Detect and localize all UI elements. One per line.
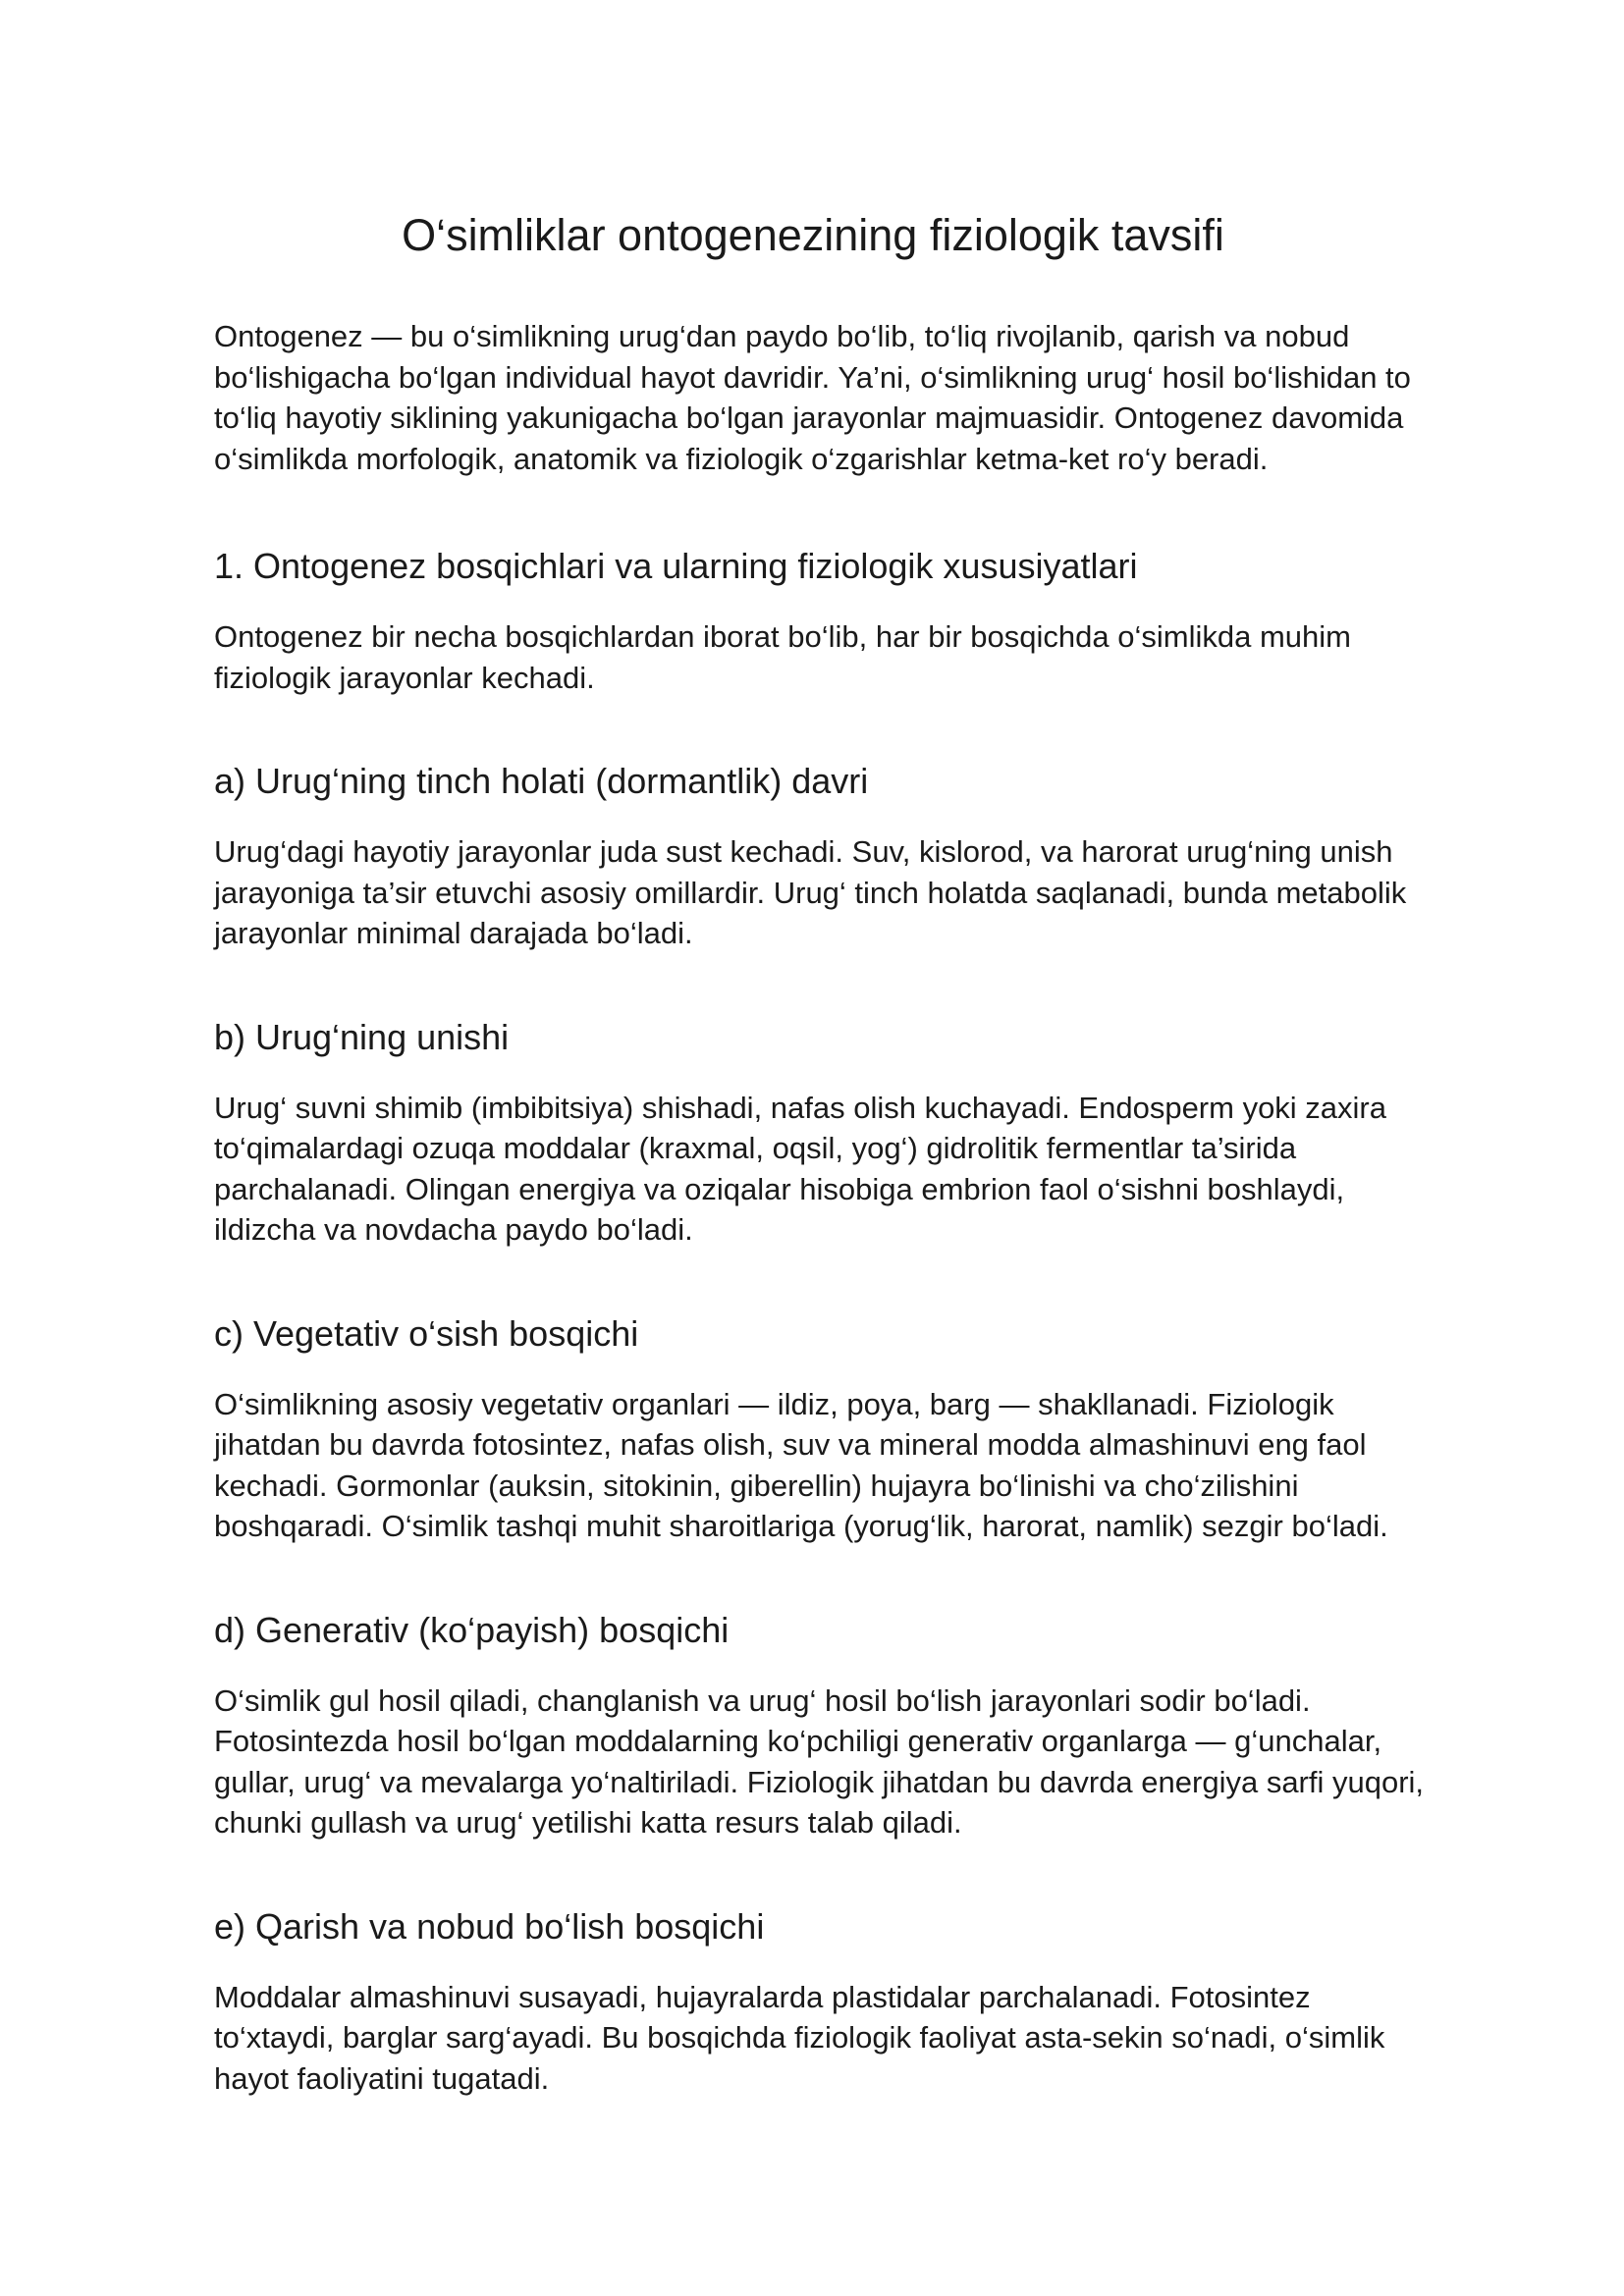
stage-paragraph-d: O‘simlik gul hosil qiladi, changlanish va urug‘ hosil bo‘lish jarayonlari sodir bo‘ladi. Fotosintezda hosil bo‘lgan moddalarning ko‘pchiligi generativ organlarga — g‘unchalar, gullar, urug‘ va mevalarga yo‘naltiriladi. Fiziologik jihatdan bu davrda energiya sarfi yuqori, chunki gullash va urug‘ yetilishi katta resurs talab qiladi. <box>214 1682 1425 1840</box>
stage-heading-e: e) Qarish va nobud bo‘lish bosqichi <box>214 1905 765 1947</box>
document-page <box>214 206 1432 2099</box>
stage-paragraph-a: Urug‘dagi hayotiy jarayonlar juda sust kechadi. Suv, kislorod, va harorat urug‘ning unish jarayoniga ta’sir etuvchi asosiy omillardir. Urug‘ tinch holatda saqlanadi, bunda metabolik jarayonlar minimal darajada bo‘ladi. <box>214 834 1407 950</box>
intro-paragraph: Ontogenez — bu o‘simlikning urug‘dan paydo bo‘lib, to‘liq rivojlanib, qarish va nobud bo‘lishigacha bo‘lgan individual hayot davridir. Ya’ni, o‘simlikning urug‘ hosil bo‘lishidan to to‘liq hayotiy siklining yakunigacha bo‘lgan jarayonlar majmuasidir. Ontogenez davomida o‘simlikda morfologik, anatomik va fiziologik o‘zgarishlar ketma-ket ro‘y beradi. <box>214 319 1411 476</box>
stage-heading-a: a) Urug‘ning tinch holati (dormantlik) davri <box>214 761 869 801</box>
stage-heading-b: b) Urug‘ning unishi <box>214 1016 510 1057</box>
section-heading-1: 1. Ontogenez bosqichlari va ularning fiziologik xususiyatlari <box>214 546 1138 586</box>
section-paragraph-1: Ontogenez bir necha bosqichlardan iborat bo‘lib, har bir bosqichda o‘simlikda muhim fiziologik jarayonlar kechadi. <box>214 619 1351 695</box>
stage-heading-d: d) Generativ (ko‘payish) bosqichi <box>214 1609 730 1650</box>
stage-paragraph-e: Moddalar almashinuvi susayadi, hujayralarda plastidalar parchalanadi. Fotosintez to‘xtaydi, barglar sarg‘ayadi. Bu bosqichda fiziologik faoliyat asta-sekin so‘nadi, o‘simlik hayot faoliyatini tugatadi. <box>214 1979 1385 2096</box>
stage-paragraph-c: O‘simlikning asosiy vegetativ organlari — ildiz, poya, barg — shakllanadi. Fiziologik jihatdan bu davrda fotosintez, nafas olish, suv va mineral modda almashinuvi eng faol kechadi. Gormonlar (auksin, sitokinin, giberellin) hujayra bo‘linishi va cho‘zilishini boshqaradi. O‘simlik tashqi muhit sharoitlariga (yorug‘lik, harorat, namlik) sezgir bo‘ladi. <box>214 1386 1388 1543</box>
stage-heading-c: c) Vegetativ o‘sish bosqichi <box>214 1312 639 1354</box>
document-title: O‘simliklar ontogenezining fiziologik tavsifi <box>402 210 1224 260</box>
stage-paragraph-b: Urug‘ suvni shimib (imbibitsiya) shishadi, nafas olish kuchayadi. Endosperm yoki zaxira to‘qimalardagi ozuqa moddalar (kraxmal, oqsil, yog‘) gidrolitik fermentlar ta’sirida parchalanadi. Olingan energiya va oziqalar hisobiga embrion faol o‘sishni boshlaydi, ildizcha va novdacha paydo bo‘ladi. <box>214 1090 1386 1247</box>
